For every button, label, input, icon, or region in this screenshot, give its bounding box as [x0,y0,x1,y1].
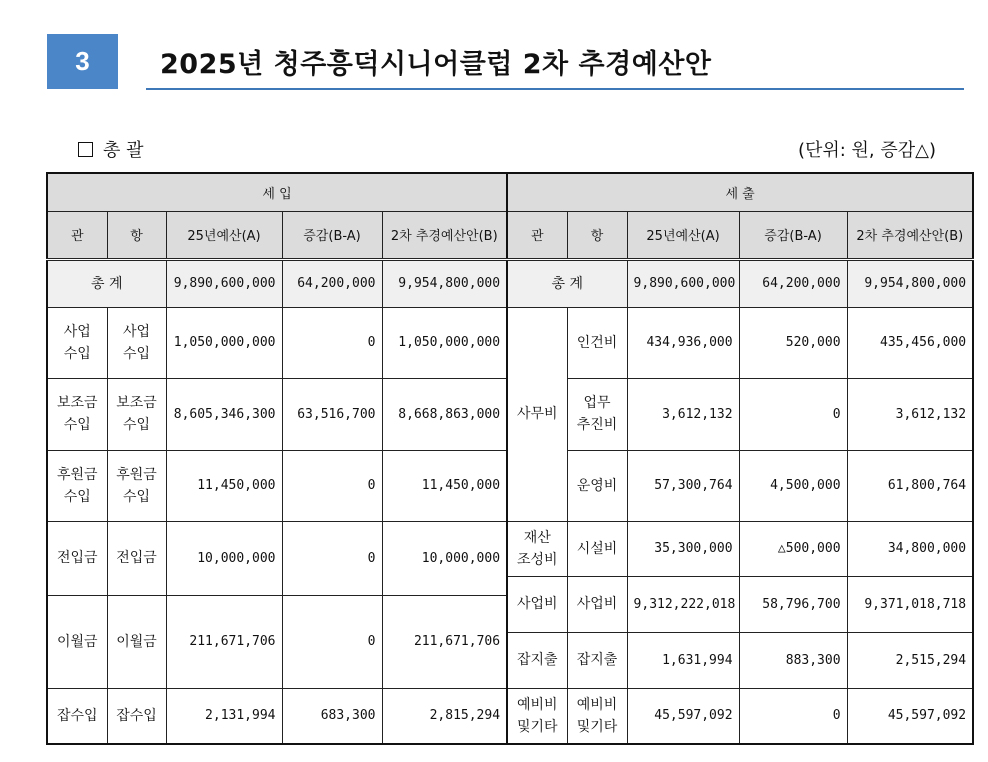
table-row [47,688,973,744]
income-change: 0 [282,521,382,595]
expense-header: 세 출 [507,173,973,211]
income-hang: 사업 수입 [107,307,166,378]
section-number-badge: 3 [47,34,118,89]
income-budget25: 8,605,346,300 [166,378,282,450]
expense-total-label: 총 계 [507,259,627,307]
unit-note: (단위: 원, 증감△) [797,140,936,161]
expense-revised: 61,800,764 [847,450,973,521]
income-total-label: 총 계 [47,259,166,307]
income-revised: 1,050,000,000 [382,307,507,378]
expense-revised: 3,612,132 [847,378,973,450]
income-change: 63,516,700 [282,378,382,450]
total-row [47,259,973,307]
expense-total-revised: 9,954,800,000 [847,259,973,307]
col-hang: 항 [567,211,627,259]
expense-budget25: 434,936,000 [627,307,739,378]
expense-gwan: 재산 조성비 [507,521,567,576]
income-change: 0 [282,450,382,521]
expense-hang: 예비비 및기타 [567,688,627,744]
income-gwan: 이월금 [47,595,107,688]
expense-gwan: 예비비 및기타 [507,688,567,744]
col-change: 증감(B-A) [282,211,382,259]
expense-budget25: 9,312,222,018 [627,576,739,632]
summary-heading [78,136,144,162]
expense-budget25: 3,612,132 [627,378,739,450]
expense-revised: 34,800,000 [847,521,973,576]
expense-hang: 잡지출 [567,632,627,688]
expense-gwan: 사무비 [507,307,567,521]
col-hang: 항 [107,211,166,259]
income-header: 세 입 [47,173,507,211]
expense-total-budget25: 9,890,600,000 [627,259,739,307]
expense-change: △500,000 [739,521,847,576]
income-budget25: 2,131,994 [166,688,282,744]
income-change: 683,300 [282,688,382,744]
expense-total-change: 64,200,000 [739,259,847,307]
square-bullet-icon [78,142,93,157]
column-header-row [47,211,973,259]
income-revised: 10,000,000 [382,521,507,595]
income-revised: 8,668,863,000 [382,378,507,450]
col-gwan: 관 [507,211,567,259]
expense-gwan: 사업비 [507,576,567,632]
expense-change: 4,500,000 [739,450,847,521]
expense-hang: 사업비 [567,576,627,632]
income-total-revised: 9,954,800,000 [382,259,507,307]
table-row [47,307,973,378]
expense-revised: 435,456,000 [847,307,973,378]
income-budget25: 10,000,000 [166,521,282,595]
summary-label: 총 괄 [103,140,144,161]
col-revised: 2차 추경예산안(B) [382,211,507,259]
title-underline [146,88,964,90]
income-budget25: 211,671,706 [166,595,282,688]
expense-hang: 업무 추진비 [567,378,627,450]
income-gwan: 후원금 수입 [47,450,107,521]
expense-change: 0 [739,378,847,450]
income-hang: 이월금 [107,595,166,688]
income-hang: 보조금 수입 [107,378,166,450]
expense-change: 520,000 [739,307,847,378]
income-revised: 11,450,000 [382,450,507,521]
income-gwan: 전입금 [47,521,107,595]
income-budget25: 11,450,000 [166,450,282,521]
document-title: 2025년 청주흥덕시니어클럽 2차 추경예산안 [160,49,712,80]
expense-revised: 45,597,092 [847,688,973,744]
expense-hang: 시설비 [567,521,627,576]
income-revised: 211,671,706 [382,595,507,688]
expense-budget25: 45,597,092 [627,688,739,744]
income-total-budget25: 9,890,600,000 [166,259,282,307]
expense-revised: 9,371,018,718 [847,576,973,632]
income-hang: 후원금 수입 [107,450,166,521]
table-row [47,521,973,576]
income-change: 0 [282,307,382,378]
expense-hang: 인건비 [567,307,627,378]
income-revised: 2,815,294 [382,688,507,744]
income-change: 0 [282,595,382,688]
expense-hang: 운영비 [567,450,627,521]
col-budget25: 25년예산(A) [627,211,739,259]
income-hang: 전입금 [107,521,166,595]
expense-revised: 2,515,294 [847,632,973,688]
expense-change: 883,300 [739,632,847,688]
group-header-row [47,173,973,211]
expense-change: 58,796,700 [739,576,847,632]
col-change: 증감(B-A) [739,211,847,259]
expense-gwan: 잡지출 [507,632,567,688]
col-gwan: 관 [47,211,107,259]
income-gwan: 사업 수입 [47,307,107,378]
expense-budget25: 1,631,994 [627,632,739,688]
col-revised: 2차 추경예산안(B) [847,211,973,259]
income-gwan: 잡수입 [47,688,107,744]
expense-budget25: 57,300,764 [627,450,739,521]
budget-summary-table [46,172,974,745]
income-gwan: 보조금 수입 [47,378,107,450]
income-hang: 잡수입 [107,688,166,744]
income-total-change: 64,200,000 [282,259,382,307]
expense-change: 0 [739,688,847,744]
col-budget25: 25년예산(A) [166,211,282,259]
expense-budget25: 35,300,000 [627,521,739,576]
income-budget25: 1,050,000,000 [166,307,282,378]
